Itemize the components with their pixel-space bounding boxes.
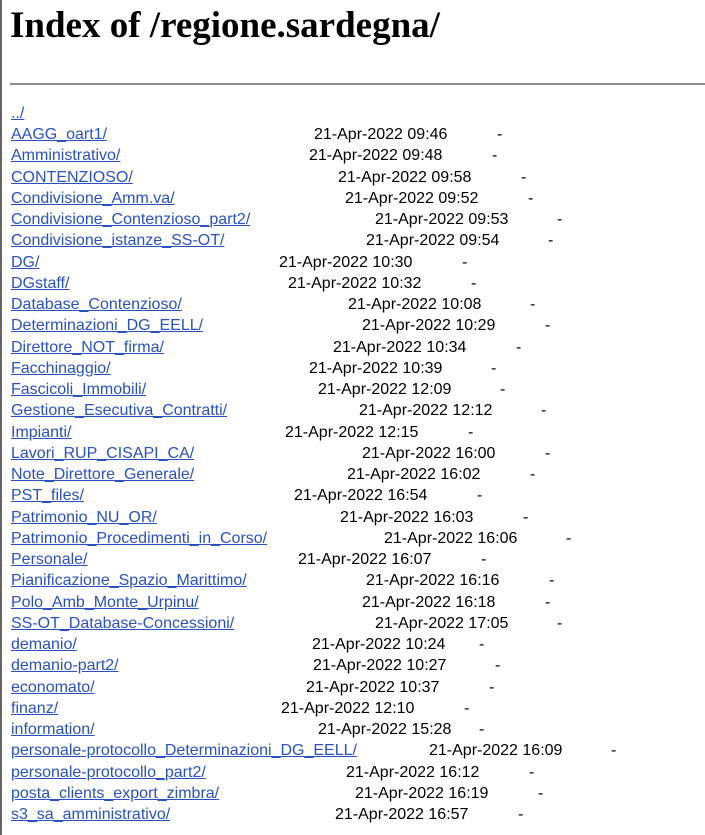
directory-link[interactable]: Condivisione_Amm.va/ xyxy=(11,189,175,207)
parent-directory-link[interactable]: ../ xyxy=(11,105,25,122)
directory-row xyxy=(0,677,705,698)
modified-date: 21-Apr-2022 09:48 xyxy=(309,147,443,165)
directory-link[interactable]: CONTENZIOSO/ xyxy=(11,168,133,186)
directory-row xyxy=(0,230,705,251)
modified-date: 21-Apr-2022 10:29 xyxy=(362,317,496,335)
modified-date: 21-Apr-2022 16:18 xyxy=(362,593,496,611)
modified-date: 21-Apr-2022 12:09 xyxy=(318,381,452,398)
directory-row xyxy=(0,613,705,634)
directory-link[interactable]: Direttore_NOT_firma/ xyxy=(11,338,164,356)
file-size: - xyxy=(523,508,529,526)
directory-link[interactable]: Condivisione_istanze_SS-OT/ xyxy=(11,232,225,250)
file-size: - xyxy=(528,189,534,207)
file-size: - xyxy=(471,274,477,292)
file-size: - xyxy=(549,572,555,590)
directory-link[interactable]: Condivisione_Contenzioso_part2/ xyxy=(11,211,251,228)
directory-row xyxy=(0,634,705,655)
directory-link[interactable]: Polo_Amb_Monte_Urpinu/ xyxy=(11,593,199,611)
modified-date: 21-Apr-2022 09:53 xyxy=(375,211,509,228)
file-size: - xyxy=(500,381,506,398)
file-size: - xyxy=(557,211,563,228)
parent-directory-row xyxy=(0,103,705,124)
directory-row xyxy=(0,443,705,464)
file-size: - xyxy=(548,232,554,250)
file-size: - xyxy=(538,784,544,802)
modified-date: 21-Apr-2022 12:15 xyxy=(285,423,419,441)
directory-link[interactable]: Gestione_Esecutiva_Contratti/ xyxy=(11,402,228,420)
file-size: - xyxy=(521,168,527,186)
file-size: - xyxy=(491,359,497,377)
directory-row xyxy=(0,379,705,400)
modified-date: 21-Apr-2022 10:32 xyxy=(288,274,422,292)
modified-date: 21-Apr-2022 10:08 xyxy=(348,296,482,313)
directory-row xyxy=(0,762,705,783)
file-size: - xyxy=(545,444,551,462)
directory-link[interactable]: demanio/ xyxy=(11,636,77,653)
file-size: - xyxy=(468,423,474,441)
directory-link[interactable]: Determinazioni_DG_EELL/ xyxy=(11,317,204,335)
directory-row xyxy=(0,528,705,549)
file-size: - xyxy=(518,806,524,823)
modified-date: 21-Apr-2022 16:09 xyxy=(429,742,563,760)
modified-date: 21-Apr-2022 16:57 xyxy=(335,806,469,823)
directory-row xyxy=(0,209,705,230)
file-size: - xyxy=(489,678,495,696)
directory-link[interactable]: Patrimonio_NU_OR/ xyxy=(11,508,157,526)
page-title: Index of /regione.sardegna/ xyxy=(10,5,440,46)
directory-row xyxy=(0,188,705,209)
directory-row xyxy=(0,315,705,336)
file-size: - xyxy=(479,636,485,653)
directory-link[interactable]: Database_Contenzioso/ xyxy=(11,296,182,313)
modified-date: 21-Apr-2022 09:46 xyxy=(314,126,448,143)
file-size: - xyxy=(557,614,563,632)
directory-row xyxy=(0,655,705,676)
directory-link[interactable]: economato/ xyxy=(11,678,95,696)
directory-link[interactable]: SS-OT_Database-Concessioni/ xyxy=(11,614,235,632)
directory-row xyxy=(0,570,705,591)
modified-date: 21-Apr-2022 10:37 xyxy=(306,678,440,696)
modified-date: 21-Apr-2022 09:52 xyxy=(345,189,479,207)
directory-link[interactable]: Fascicoli_Immobili/ xyxy=(11,381,147,398)
modified-date: 21-Apr-2022 16:06 xyxy=(384,529,518,547)
modified-date: 21-Apr-2022 16:00 xyxy=(362,444,496,462)
directory-row xyxy=(0,464,705,485)
modified-date: 21-Apr-2022 16:03 xyxy=(340,508,474,526)
modified-date: 21-Apr-2022 12:10 xyxy=(281,699,415,717)
file-size: - xyxy=(566,529,572,547)
file-size: - xyxy=(541,402,547,420)
modified-date: 21-Apr-2022 16:19 xyxy=(355,784,489,802)
directory-link[interactable]: Impianti/ xyxy=(11,423,72,441)
directory-link[interactable]: finanz/ xyxy=(11,699,59,717)
directory-row xyxy=(0,167,705,188)
file-size: - xyxy=(479,721,485,738)
directory-row xyxy=(0,400,705,421)
directory-row xyxy=(0,719,705,740)
directory-row xyxy=(0,804,705,825)
directory-row xyxy=(0,783,705,804)
directory-link[interactable]: personale-protocollo_part2/ xyxy=(11,763,206,781)
file-size: - xyxy=(529,763,535,781)
modified-date: 21-Apr-2022 10:24 xyxy=(312,636,446,653)
modified-date: 21-Apr-2022 16:07 xyxy=(298,551,432,568)
directory-row xyxy=(0,294,705,315)
file-size: - xyxy=(495,657,501,675)
modified-date: 21-Apr-2022 10:30 xyxy=(279,253,413,271)
directory-row xyxy=(0,740,705,761)
directory-link[interactable]: Lavori_RUP_CISAPI_CA/ xyxy=(11,444,195,462)
directory-link[interactable]: demanio-part2/ xyxy=(11,657,119,675)
directory-link[interactable]: personale-protocollo_Determinazioni_DG_EELL/ xyxy=(11,742,357,760)
directory-row xyxy=(0,252,705,273)
directory-link[interactable]: Amministrativo/ xyxy=(11,147,121,165)
directory-row xyxy=(0,698,705,719)
modified-date: 21-Apr-2022 10:39 xyxy=(309,359,443,377)
modified-date: 21-Apr-2022 16:12 xyxy=(346,763,480,781)
directory-link[interactable]: s3_sa_amministrativo/ xyxy=(11,806,171,823)
directory-link[interactable]: Patrimonio_Procedimenti_in_Corso/ xyxy=(11,529,268,547)
directory-link[interactable]: posta_clients_export_zimbra/ xyxy=(11,784,220,802)
directory-link[interactable]: DGstaff/ xyxy=(11,274,70,292)
file-size: - xyxy=(611,742,617,760)
file-size: - xyxy=(477,487,483,505)
file-size: - xyxy=(545,317,551,335)
file-size: - xyxy=(481,551,487,568)
directory-row xyxy=(0,273,705,294)
directory-link[interactable]: Note_Direttore_Generale/ xyxy=(11,466,195,483)
modified-date: 21-Apr-2022 10:34 xyxy=(333,338,467,356)
modified-date: 21-Apr-2022 17:05 xyxy=(375,614,509,632)
directory-link[interactable]: Personale/ xyxy=(11,551,88,568)
modified-date: 21-Apr-2022 10:27 xyxy=(313,657,447,675)
modified-date: 21-Apr-2022 16:02 xyxy=(347,466,481,483)
directory-row xyxy=(0,145,705,166)
file-size: - xyxy=(464,699,470,717)
directory-row xyxy=(0,337,705,358)
modified-date: 21-Apr-2022 16:54 xyxy=(294,487,428,505)
directory-row xyxy=(0,485,705,506)
directory-row xyxy=(0,422,705,443)
modified-date: 21-Apr-2022 12:12 xyxy=(359,402,493,420)
modified-date: 21-Apr-2022 09:58 xyxy=(338,168,472,186)
file-size: - xyxy=(516,338,522,356)
directory-link[interactable]: Pianificazione_Spazio_Marittimo/ xyxy=(11,572,247,590)
directory-link[interactable]: Facchinaggio/ xyxy=(11,359,111,377)
file-size: - xyxy=(462,253,468,271)
directory-row xyxy=(0,507,705,528)
modified-date: 21-Apr-2022 16:16 xyxy=(366,572,500,590)
modified-date: 21-Apr-2022 09:54 xyxy=(366,232,500,250)
file-size: - xyxy=(530,466,536,483)
directory-row xyxy=(0,549,705,570)
file-size: - xyxy=(530,296,536,313)
modified-date: 21-Apr-2022 15:28 xyxy=(318,721,452,738)
file-size: - xyxy=(492,147,498,165)
directory-link[interactable]: PST_files/ xyxy=(11,487,84,505)
directory-row xyxy=(0,124,705,145)
file-size: - xyxy=(497,126,503,143)
directory-link[interactable]: information/ xyxy=(11,721,95,738)
directory-link[interactable]: DG/ xyxy=(11,253,40,271)
directory-link[interactable]: AAGG_oart1/ xyxy=(11,126,108,143)
directory-row xyxy=(0,358,705,379)
file-size: - xyxy=(545,593,551,611)
directory-row xyxy=(0,592,705,613)
